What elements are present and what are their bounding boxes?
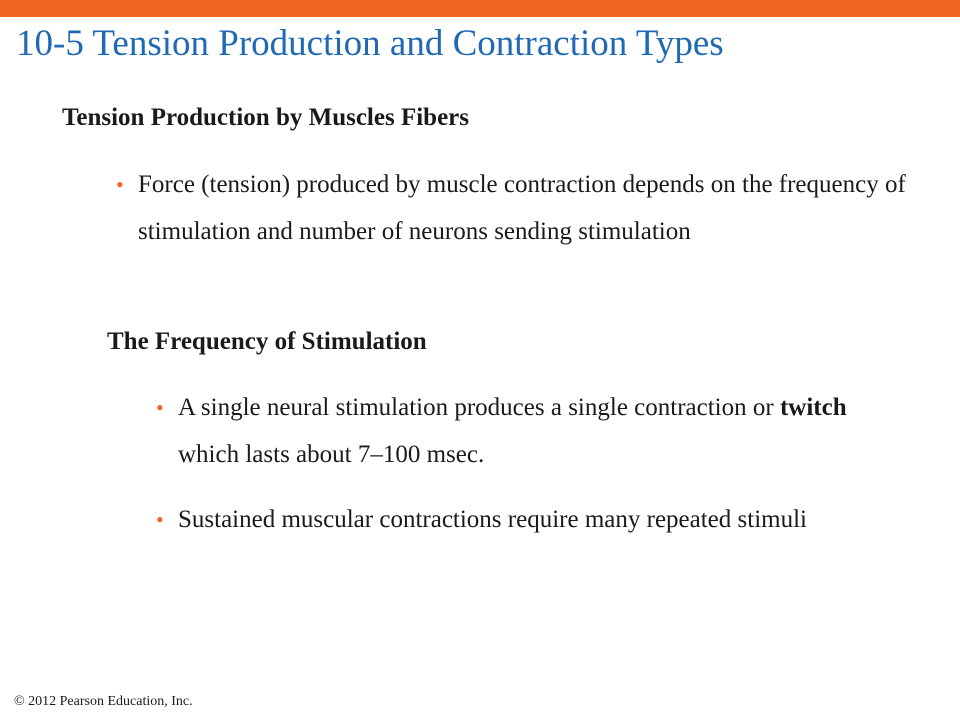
bullet-text-before: A single neural stimulation produces a single contraction or xyxy=(178,394,780,421)
section-heading-tension-production: Tension Production by Muscles Fibers xyxy=(62,104,469,131)
bullet-dot-icon: • xyxy=(116,172,124,197)
section-heading-frequency-of-stimulation: The Frequency of Stimulation xyxy=(107,328,427,355)
bullet-dot-icon: • xyxy=(156,507,164,532)
bullet-text: Sustained muscular contractions require many repeated stimuli xyxy=(178,506,807,533)
copyright-notice: © 2012 Pearson Education, Inc. xyxy=(14,694,193,709)
bullet-single-stimulation xyxy=(156,384,898,478)
top-accent-bar xyxy=(0,0,960,17)
bullet-dot-icon: • xyxy=(156,395,164,420)
bullet-force-tension xyxy=(116,161,908,255)
bullet-text: Force (tension) produced by muscle contraction depends on the frequency of stimulation and number of neurons sending stimulation xyxy=(138,171,906,245)
bullet-text-after: which lasts about 7–100 msec. xyxy=(178,441,485,468)
slide-title: 10-5 Tension Production and Contraction Types xyxy=(16,23,724,64)
term-twitch: twitch xyxy=(779,394,847,421)
bullet-sustained-contractions xyxy=(156,496,898,543)
